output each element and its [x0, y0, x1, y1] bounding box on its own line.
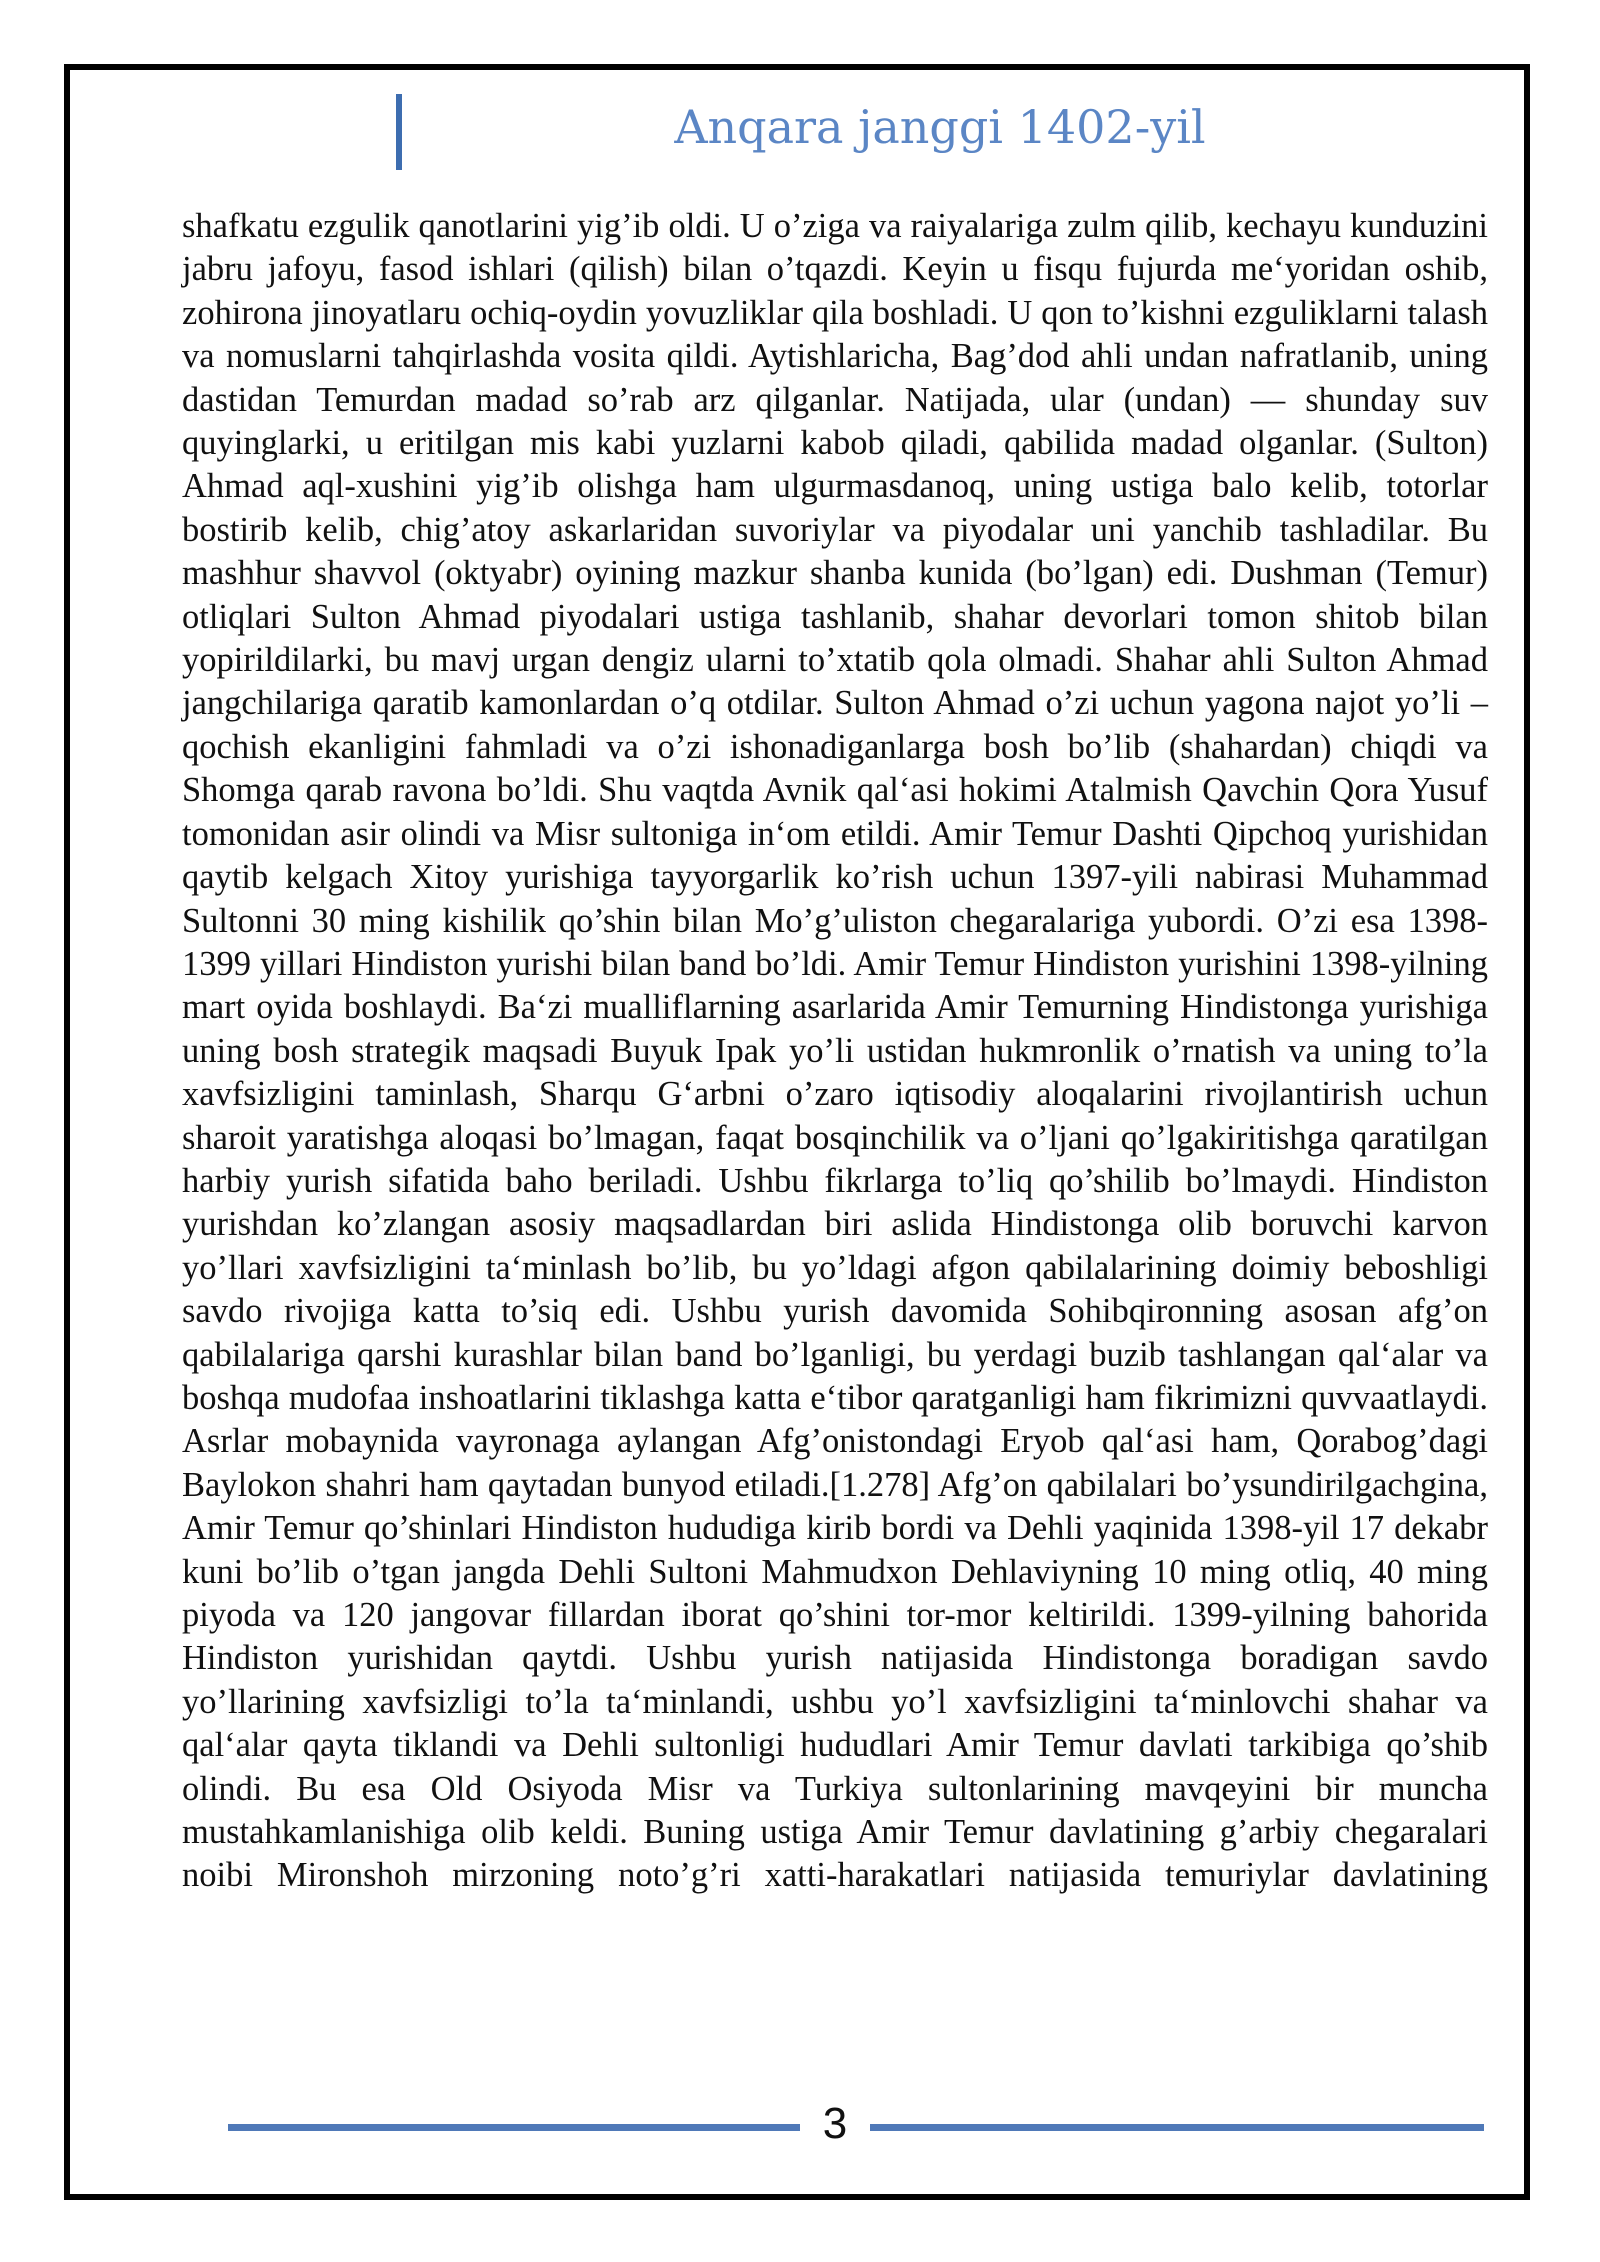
- page-number: 3: [800, 2100, 870, 2148]
- page-header-title: Anqara janggi 1402-yil: [674, 100, 1206, 154]
- header-accent-bar: [396, 94, 402, 170]
- body-paragraph: shafkatu ezgulik qanotlarini yig’ib oldi. U o’ziga va raiyalariga zulm qilib, kechayu kunduzini jabru jafoyu, fasod ishlari (qilish) bilan o’tqazdi. Keyin u fisqu fujurda me‘yoridan oshib, zohirona jinoyatlaru ochiq-oydin yovuzliklar qila boshladi. U qon to’kishni ezguliklarni talash va nomuslarni tahqirlashda vosita qildi. Aytishlaricha, Bag’dod ahli undan nafratlanib, uning dastidan Temurdan madad so’rab arz qilganlar. Natijada, ular (undan) — shunday suv quyinglarki, u eritilgan mis kabi yuzlarni kabob qiladi, qabilida madad olganlar. (Sulton) Ahmad aql-xushini yig’ib olishga ham ulgurmasdanoq, uning ustiga balo kelib, totorlar bostirib kelib, chig’atoy askarlaridan suvoriylar va piyodalar uni yanchib tashladilar. Bu mashhur shavvol (oktyabr) oyining mazkur shanba kunida (bo’lgan) edi. Dushman (Temur) otliqlari Sulton Ahmad piyodalari ustiga tashlanib, shahar devorlari tomon shitob bilan yopirildilarki, bu mavj urgan dengiz ularni to’xtatib qola olmadi. Shahar ahli Sulton Ahmad jangchilariga qaratib kamonlardan o’q otdilar. Sulton Ahmad o’zi uchun yagona najot yo’li – qochish ekanligini fahmladi va o’zi ishonadiganlarga bosh bo’lib (shahardan) chiqdi va Shomga qarab ravona bo’ldi. Shu vaqtda Avnik qal‘asi hokimi Atalmish Qavchin Qora Yusuf tomonidan asir olindi va Misr sultoniga in‘om etildi. Amir Temur Dashti Qipchoq yurishidan qaytib kelgach Xitoy yurishiga tayyorgarlik ko’rish uchun 1397-yili nabirasi Muhammad Sultonni 30 ming kishilik qo’shin bilan Mo’g’uliston chegaralariga yubordi. O’zi esa 1398-1399 yillari Hindiston yurishi bilan band bo’ldi. Amir Temur Hindiston yurishini 1398-yilning mart oyida boshlaydi. Ba‘zi mualliflarning asarlarida Amir Temurning Hindistonga yurishiga uning bosh strategik maqsadi Buyuk Ipak yo’li ustidan hukmronlik o’rnatish va uning to’la xavfsizligini taminlash, Sharqu G‘arbni o’zaro iqtisodiy aloqalarini rivojlantirish uchun sharoit yaratishga aloqasi bo’lmagan, faqat bosqinchilik va o’ljani qo’lgakiritishga qaratilgan harbiy yurish sifatida baho beriladi. Ushbu fikrlarga to’liq qo’shilib bo’lmaydi. Hindiston yurishdan ko’zlangan asosiy maqsadlardan biri aslida Hindistonga olib boruvchi karvon yo’llari xavfsizligini ta‘minlash bo’lib, bu yo’ldagi afgon qabilalarining doimiy beboshligi savdo rivojiga katta to’siq edi. Ushbu yurish davomida Sohibqironning asosan afg’on qabilalariga qarshi kurashlar bilan band bo’lganligi, bu yerdagi buzib tashlangan qal‘alar va boshqa mudofaa inshoatlarini tiklashga katta e‘tibor qaratganligi ham fikrimizni quvvaatlaydi. Asrlar mobaynida vayronaga aylangan Afg’onistondagi Eryob qal‘asi ham, Qorabog’dagi Baylokon shahri ham qaytadan bunyod etiladi.[1.278] Afg’on qabilalari bo’ysundirilgachgina, Amir Temur qo’shinlari Hindiston hududiga kirib bordi va Dehli yaqinida 1398-yil 17 dekabr kuni bo’lib o’tgan jangda Dehli Sultoni Mahmudxon Dehlaviyning 10 ming otliq, 40 ming piyoda va 120 jangovar fillardan iborat qo’shini tor-mor keltirildi. 1399-yilning bahorida Hindiston yurishidan qaytdi. Ushbu yurish natijasida Hindistonga boradigan savdo yo’llarining xavfsizligi to’la ta‘minlandi, ushbu yo’l xavfsizligini ta‘minlovchi shahar va qal‘alar qayta tiklandi va Dehli sultonligi hududlari Amir Temur davlati tarkibiga qo’shib olindi. Bu esa Old Osiyoda Misr va Turkiya sultonlarining mavqeyini bir muncha mustahkamlanishiga olib keldi. Buning ustiga Amir Temur davlatining g’arbiy chegaralari noibi Mironshoh mirzoning noto’g’ri xatti-harakatlari natijasida temuriylar davlatining: [182, 207, 1488, 1895]
